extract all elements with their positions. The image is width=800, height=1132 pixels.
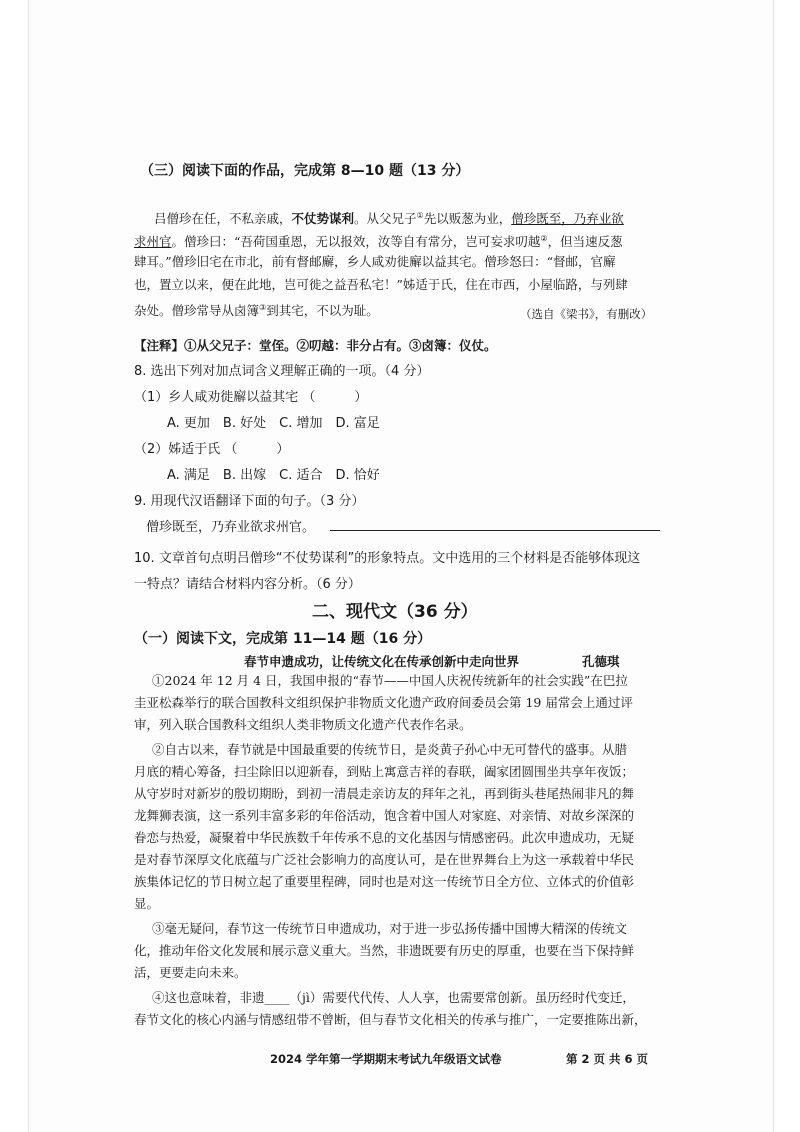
passage-text: 吕僧珍在任，不私亲戚， [154, 211, 292, 227]
article-p2-line-8: 显。 [134, 896, 160, 911]
question-9-sentence: 僧珍既至，乃弃业欲求州官。 [146, 520, 316, 535]
passage-source: （选自《梁书》，有删改） [520, 307, 653, 321]
article-p2-line-1: ②自古以来，春节就是中国最重要的传统节日，是炎黄子孙心中无可替代的盛事。从腊 [152, 742, 628, 757]
article-p3-line-3: 活，更要走向未来。 [134, 965, 247, 980]
article-p2-line-7: 族集体记忆的节日树立起了重要里程碑，同时也是对这一传统节日全方位、立体式的价值彰 [134, 874, 635, 889]
question-10-line-1: 10. 文章首句点明吕僧珍“不仗势谋利”的形象特点。文中选用的三个材料是否能够体现这 [134, 551, 641, 566]
article-p4-line-2: 春节文化的核心内涵与情感纽带不曾断，但与春节文化相关的传承与推广，一定要推陈出新， [134, 1012, 647, 1027]
note-marker: ① [416, 211, 424, 220]
article-p2-line-5: 眷恋与热爱，凝聚着中华民族数千年传承不息的文化基因与情感密码。此次申遗成功，无疑 [134, 830, 635, 845]
passage-line-3: 肆耳。”僧珍旧宅在市北，前有督邮廨，乡人咸劝徙廨以益其宅。僧珍怒曰：“督邮，官廨 [134, 254, 616, 269]
article-p2-line-3: 从守岁时对新岁的殷切期盼，到初一清晨走亲访友的拜年之礼，再到街头巷尾热闹非凡的舞 [134, 786, 635, 801]
question-8-item-1: （1）乡人咸劝徙廨以益其宅 （ ） [134, 390, 368, 405]
passage-line-2 [134, 228, 623, 252]
article-author: 孔德琪 [582, 654, 620, 669]
paragraph-text: （jì）需要代代传、人人享，也需要常创新。虽历经时代变迁， [289, 990, 635, 1005]
article-p1-line-3: 审，列入联合国教科文组织人类非物质文化遗产代表作名录。 [134, 717, 472, 732]
key-phrase: 不仗势谋利 [291, 211, 355, 227]
part-2-heading: 二、现代文（36 分） [312, 602, 478, 622]
passage-text: 。僧珍曰：“吾荷国重恩，无以报效，汝等自有常分，岂可妄求叨越 [171, 234, 541, 250]
article-p2-line-2: 月底的精心筹备，扫尘除旧以迎新春，到贴上寓意吉祥的春联，阖家团圆围坐共享年夜饭； [134, 764, 635, 779]
question-8-item-2-options: A. 满足 B. 出嫁 C. 适合 D. 恰好 [167, 468, 380, 483]
passage-text: 到其宅，不以为耻。 [266, 303, 379, 319]
footer-page-number: 第 2 页 共 6 页 [566, 1052, 649, 1066]
passage-line-1 [154, 205, 624, 229]
question-10-line-2: 一特点？请结合材料内容分析。（6 分） [134, 577, 361, 592]
question-8-stem: 8. 选出下列对加点词含义理解正确的一项。（4 分） [134, 364, 430, 379]
article-p4-line-1 [152, 987, 635, 1008]
note-marker: ③ [259, 303, 267, 312]
passage-text: 先以贩葱为业， [423, 211, 512, 227]
article-p1-line-2: 圭亚松森举行的联合国教科文组织保护非物质文化遗产政府间委员会第 19 届常会上通过评 [134, 695, 633, 710]
fill-in-blank: ____ [264, 990, 290, 1005]
article-p2-line-6: 是对春节深厚文化底蕴与广泛社会影响力的高度认可，是在世界舞台上为这一承载着中华民 [134, 852, 635, 867]
passage-text: ，但当速反葱 [547, 234, 623, 250]
passage-text: 杂处。僧珍常导从卤簿 [134, 303, 260, 319]
underlined-sentence: 僧珍既至，乃弃业欲 [511, 211, 624, 227]
annotations: 【注释】①从父兄子：堂侄。②叨越：非分占有。③卤簿：仪仗。 [134, 338, 497, 353]
article-p2-line-4: 龙舞狮表演，这一系列丰富多彩的年俗活动，饱含着中国人对家庭、对亲情、对故乡深深的 [134, 808, 635, 823]
question-9-stem: 9. 用现代汉语翻译下面的句子。（3 分） [134, 494, 365, 509]
passage-text: 。从父兄子 [354, 211, 417, 227]
article-title: 春节申遗成功，让传统文化在传承创新中走向世界 [244, 654, 520, 669]
section-heading: （三）阅读下面的作品，完成第 8—10 题（13 分） [140, 163, 470, 179]
article-p3-line-2: 化，推动年俗文化发展和展示意义重大。当然，非遗既要有历史的厚重，也要在当下保持鲜 [134, 943, 635, 958]
paragraph-text: ④这也意味着，非遗 [152, 990, 265, 1005]
question-8-item-1-options: A. 更加 B. 好处 C. 增加 D. 富足 [167, 416, 380, 431]
underlined-sentence: 求州官 [134, 234, 172, 250]
answer-line [330, 530, 660, 531]
question-8-item-2: （2）姊适于氏 （ ） [134, 442, 290, 457]
article-p1-line-1: ①2024 年 12 月 4 日，我国申报的“春节——中国人庆祝传统新年的社会实践”在巴拉 [152, 673, 628, 688]
part-2-sub-heading: （一）阅读下文，完成第 11—14 题（16 分） [134, 631, 432, 647]
article-p3-line-1: ③毫无疑问，春节这一传统节日申遗成功，对于进一步弘扬传播中国博大精深的传统文 [152, 921, 628, 936]
passage-line-4: 也，置立以来，便在此地，岂可徙之益吾私宅！”姊适于氏，住在市西，小屋临路，与列肆 [134, 277, 628, 292]
footer-exam-title: 2024 学年第一学期期末考试九年级语文试卷 [270, 1052, 502, 1066]
note-marker: ② [540, 234, 548, 243]
passage-line-5 [134, 297, 379, 321]
